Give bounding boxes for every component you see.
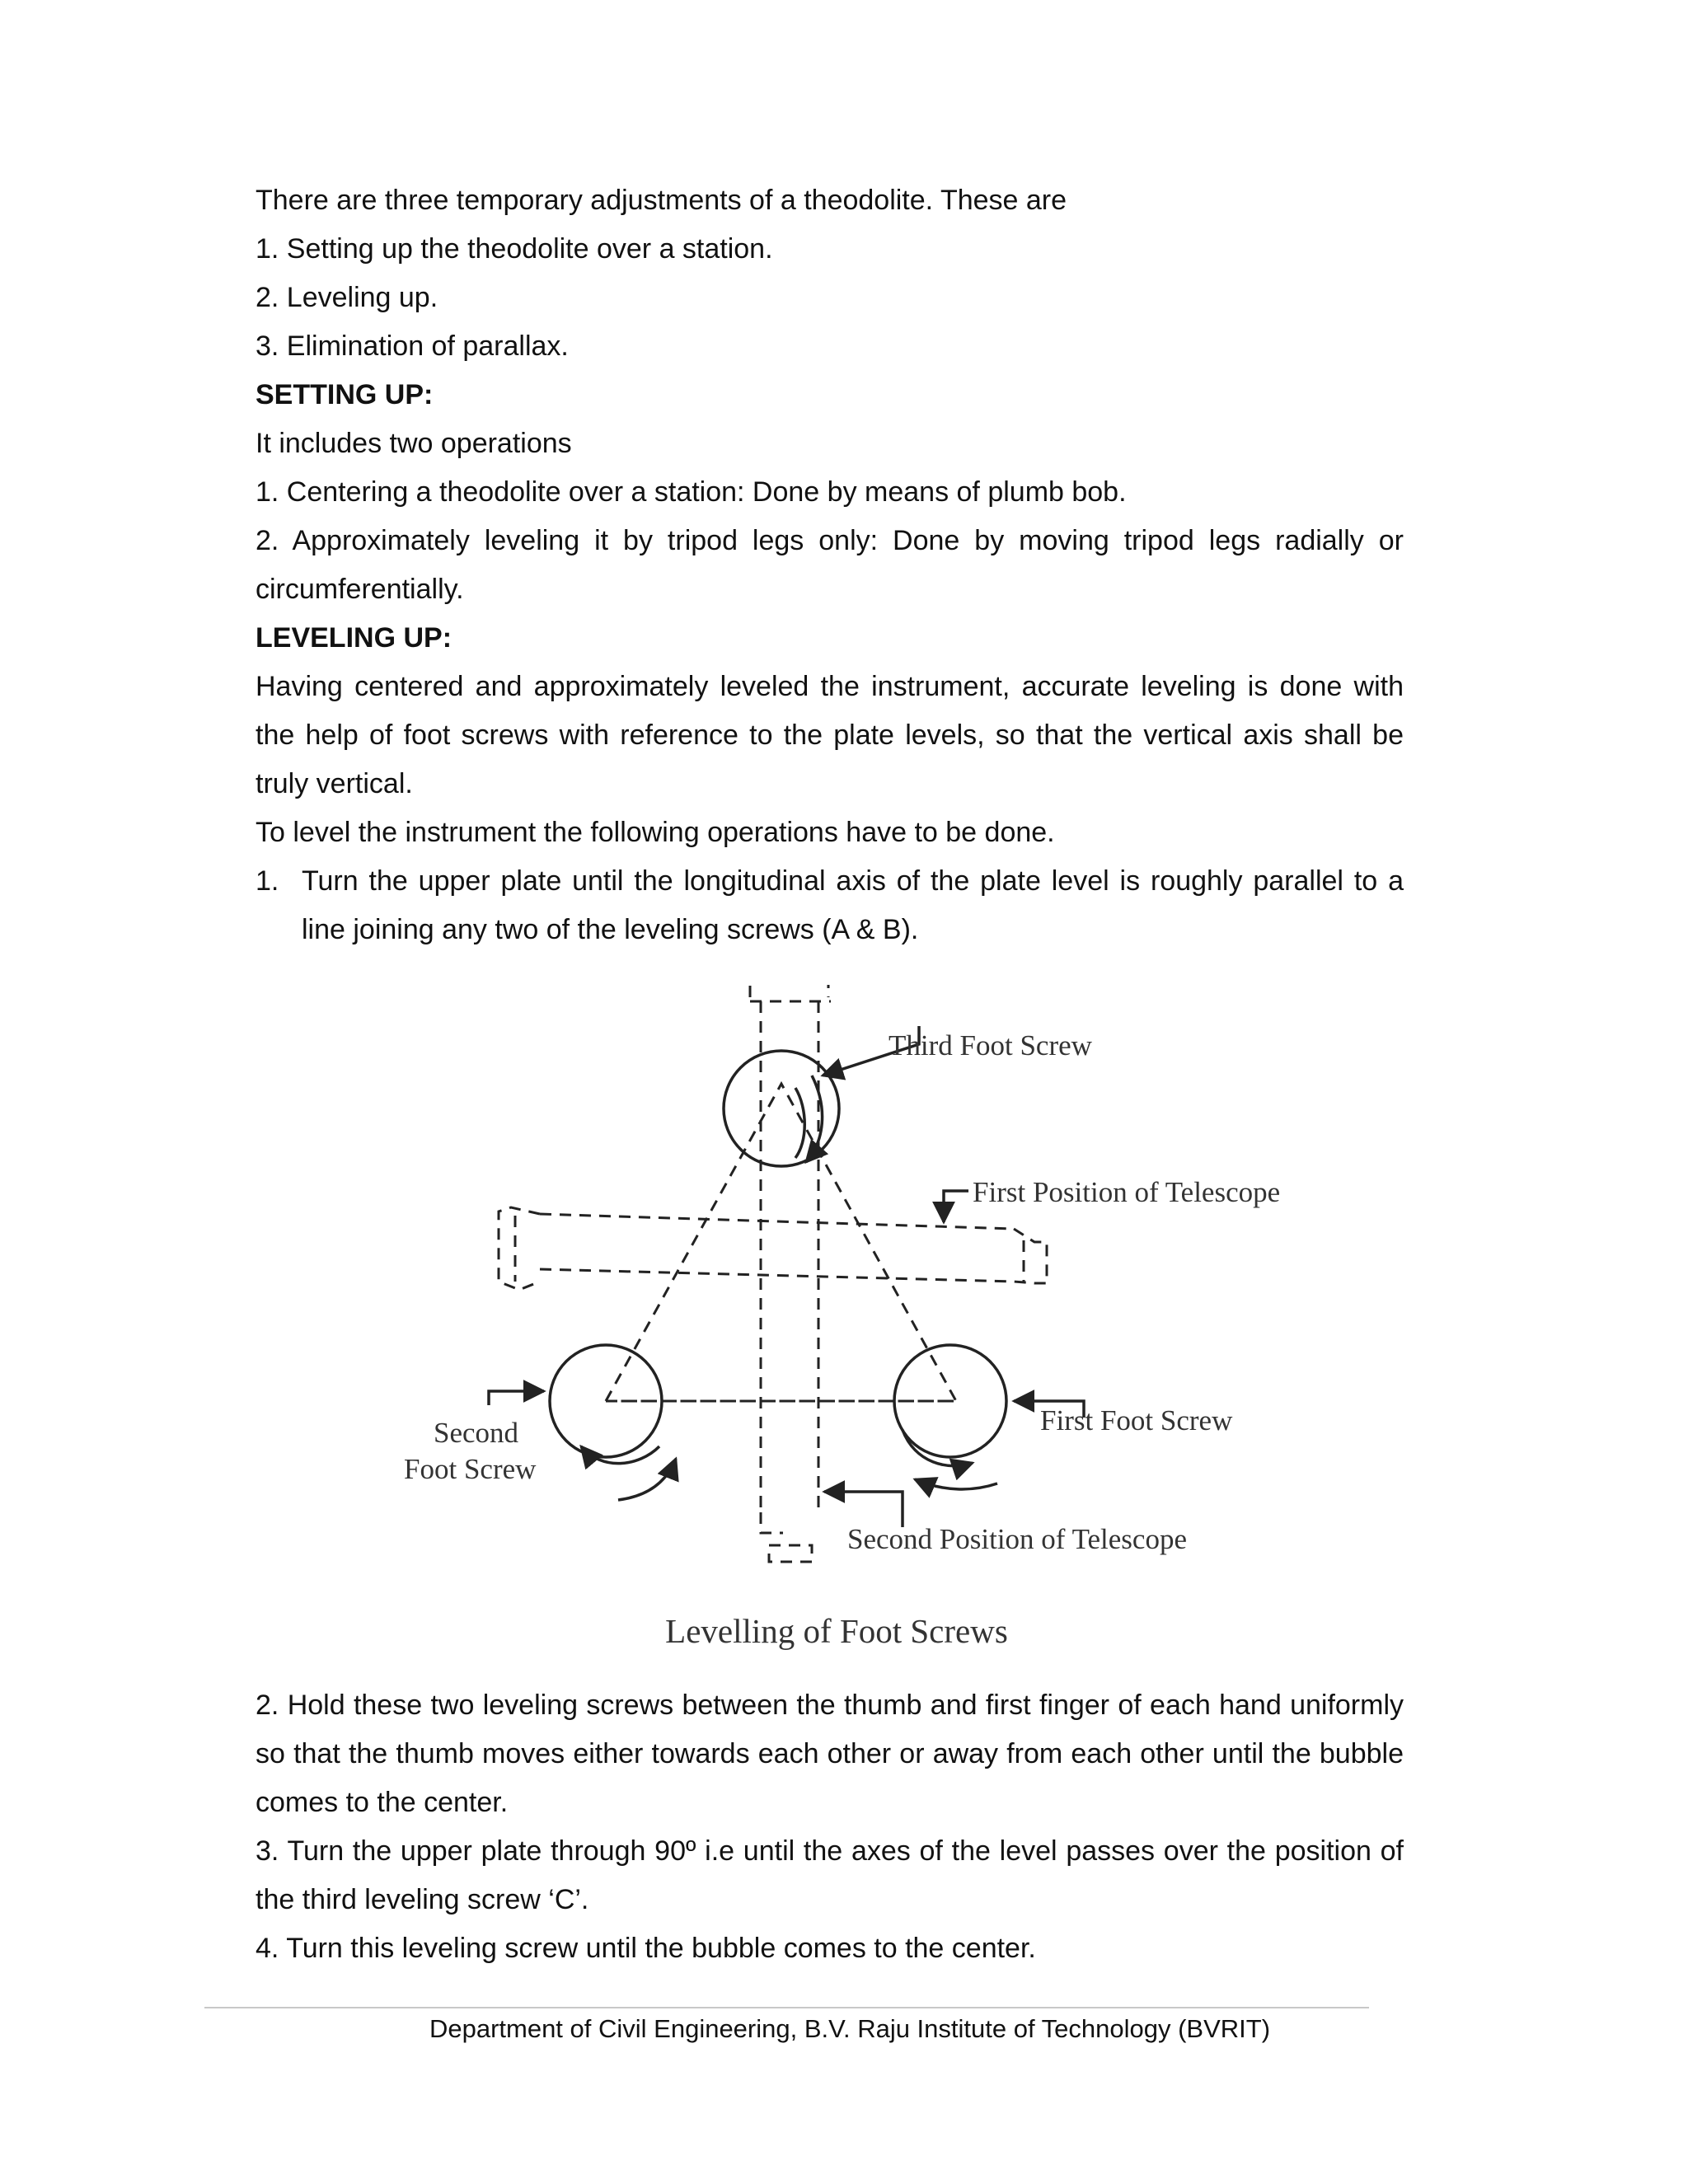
adjustment-item-1: 1. Setting up the theodolite over a station. xyxy=(256,233,773,265)
step-4: 4. Turn this leveling screw until the bubble comes to the center. xyxy=(256,1933,1036,1964)
figure-caption: Levelling of Foot Screws xyxy=(665,1612,1008,1650)
label-first-foot-screw: First Foot Screw xyxy=(1040,1404,1233,1436)
setting-up-item-2-line-2: circumferentially. xyxy=(256,574,464,605)
first-screw-rotation-arrow-inner xyxy=(903,1430,973,1466)
intro-text: There are three temporary adjustments of a theodolite. These are xyxy=(256,185,1067,216)
adjustment-item-3: 3. Elimination of parallax. xyxy=(256,330,569,362)
telescope-first-position xyxy=(499,1207,1047,1290)
telescope-second-position xyxy=(750,985,831,1562)
adjustment-item-2: 2. Leveling up. xyxy=(256,282,438,313)
screw-triangle xyxy=(606,1084,956,1401)
leveling-para-line-3: truly vertical. xyxy=(256,768,413,799)
second-screw-leader xyxy=(489,1391,544,1405)
step-3-line-2: the third leveling screw ‘C’. xyxy=(256,1884,589,1915)
first-position-leader xyxy=(944,1191,968,1222)
label-second-foot-line-2: Foot Screw xyxy=(404,1453,537,1485)
third-screw-rotation-arrow xyxy=(806,1076,823,1162)
second-screw-rotation-arrow-outer xyxy=(618,1459,676,1500)
leveling-up-heading: LEVELING UP: xyxy=(256,622,452,654)
label-second-foot-line-1: Second xyxy=(434,1417,519,1449)
foot-screw-diagram-svg xyxy=(396,985,1319,1578)
step-1-line-1: Turn the upper plate until the longitudinal axis of the plate level is roughly parallel to a xyxy=(302,865,1404,897)
label-third-foot-screw: Third Foot Screw xyxy=(889,1029,1092,1062)
step-1-line-2: line joining any two of the leveling screws (A & B). xyxy=(302,914,919,945)
page-footer: Department of Civil Engineering, B.V. Raju Institute of Technology (BVRIT) xyxy=(429,2014,1271,2043)
leveling-para-line-2: the help of foot screws with reference to the plate levels, so that the vertical axis shall be xyxy=(256,719,1404,751)
setting-up-heading: SETTING UP: xyxy=(256,379,434,410)
setting-up-item-2-line-1: 2. Approximately leveling it by tripod legs only: Done by moving tripod legs radially or xyxy=(256,525,1404,556)
setting-up-item-1: 1. Centering a theodolite over a station: Done by means of plumb bob. xyxy=(256,476,1127,508)
step-2-line-2: so that the thumb moves either towards each other or away from each other until the bubble xyxy=(256,1738,1404,1769)
label-first-position: First Position of Telescope xyxy=(973,1176,1281,1208)
step-1-number: 1. xyxy=(256,865,279,897)
third-screw-inner-arc xyxy=(795,1088,804,1158)
operations-intro: To level the instrument the following operations have to be done. xyxy=(256,817,1055,848)
leveling-para-line-1: Having centered and approximately leveled the instrument, accurate leveling is done with xyxy=(256,671,1404,702)
setting-up-intro: It includes two operations xyxy=(256,428,572,459)
step-2-line-1: 2. Hold these two leveling screws between the thumb and first finger of each hand uniformly xyxy=(256,1690,1404,1721)
step-2-line-3: comes to the center. xyxy=(256,1787,509,1818)
step-3-line-1: 3. Turn the upper plate through 90º i.e until the axes of the level passes over the position of xyxy=(256,1835,1404,1867)
second-position-leader xyxy=(824,1492,903,1527)
foot-screw-diagram xyxy=(396,985,1319,1578)
first-screw-rotation-arrow-outer xyxy=(915,1479,997,1489)
label-second-position: Second Position of Telescope xyxy=(847,1523,1187,1555)
